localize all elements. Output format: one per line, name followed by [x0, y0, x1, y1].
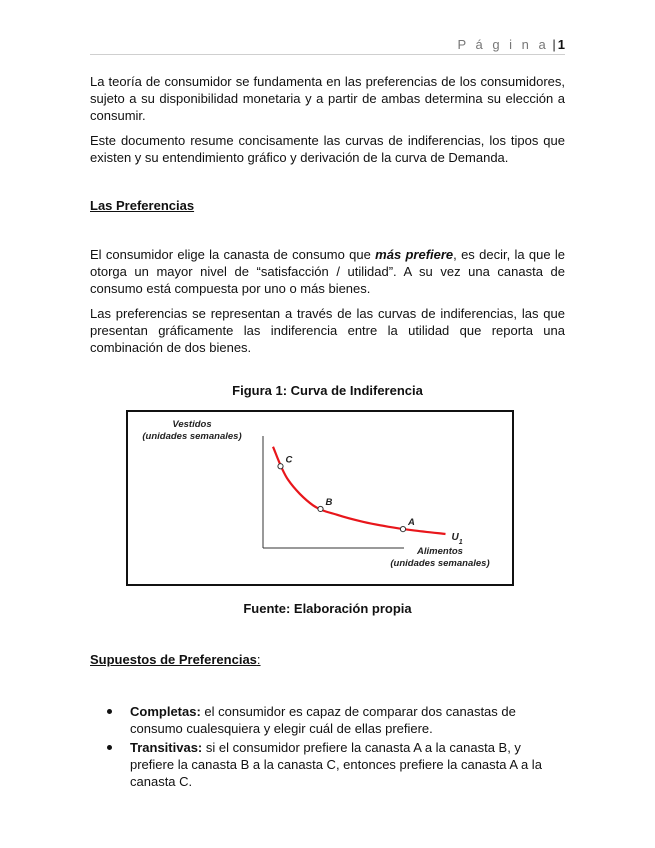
point-c-label: C — [285, 454, 293, 466]
point-a-label: A — [408, 517, 415, 529]
bullet-icon — [107, 745, 112, 750]
list-item-term: Completas: — [130, 704, 201, 719]
indifference-curve-u1 — [273, 447, 446, 534]
y-axis-label-line2: (unidades semanales) — [142, 431, 242, 442]
page-separator: | — [552, 37, 556, 52]
list-item-term: Transitivas: — [130, 740, 203, 755]
preferencias-paragraph-1 — [90, 246, 565, 297]
supuestos-list — [90, 703, 565, 792]
preferencias-paragraph-2: Las preferencias se representan a través de las curvas de indiferencias, las que presentan gráficamente las indiferencia entre la utilidad que reporta una combinación de dos bienes. — [90, 306, 565, 355]
indifference-chart — [128, 412, 512, 584]
figure-source: Fuente: Elaboración propia — [243, 601, 412, 616]
list-item — [90, 703, 565, 737]
page-header — [90, 34, 565, 55]
page-indicator — [457, 37, 565, 52]
preferencias-text-before: El consumidor elige la canasta de consumo que — [90, 247, 376, 262]
point-b-label: B — [325, 496, 333, 508]
intro-paragraph-1: La teoría de consumidor se fundamenta en las preferencias de los consumidores, sujeto a su disponibilidad monetaria y a partir de ambas determina su elección a consumir. — [90, 74, 565, 123]
supuestos-heading-suffix: : — [256, 652, 261, 667]
point-a-marker — [400, 526, 405, 531]
preferencias-emphasis: más prefiere — [375, 247, 454, 262]
point-b-marker — [318, 506, 323, 511]
list-item — [90, 739, 565, 790]
bullet-icon — [107, 709, 112, 714]
list-item-text: si el consumidor prefiere la canasta A a la canasta B, y prefiere la canasta B a la canasta C, entonces prefiere la canasta A a la canasta C. — [130, 740, 542, 789]
figure-indifference-curve — [126, 410, 514, 586]
page-label: P á g i n a — [457, 37, 549, 52]
y-axis-label-line1: Vestidos — [172, 419, 212, 430]
supuestos-heading-text: Supuestos de Preferencias — [90, 652, 257, 667]
x-axis-label-line2: (unidades semanales) — [390, 558, 490, 569]
page-number: 1 — [557, 37, 565, 52]
curve-label: $U_1$ — [451, 531, 463, 546]
figure-caption: Figura 1: Curva de Indiferencia — [232, 383, 423, 398]
section-heading-preferencias: Las Preferencias — [90, 198, 195, 213]
x-axis-label-line1: Alimentos — [417, 546, 463, 557]
list-item-text: el consumidor es capaz de comparar dos canastas de consumo cualesquiera y elegir cuál de ellas prefiere. — [130, 704, 516, 736]
section-heading-supuestos — [90, 652, 261, 667]
intro-paragraph-2: Este documento resume concisamente las curvas de indiferencias, los tipos que existen y su entendimiento gráfico y derivación de la curva de Demanda. — [90, 133, 565, 165]
preferencias-text-after: , es decir, la que le otorga un mayor nivel de “satisfacción / utilidad”. A su vez una canasta de consumo está compuesta por uno o más bienes. — [90, 247, 565, 296]
point-c-marker — [278, 464, 283, 469]
